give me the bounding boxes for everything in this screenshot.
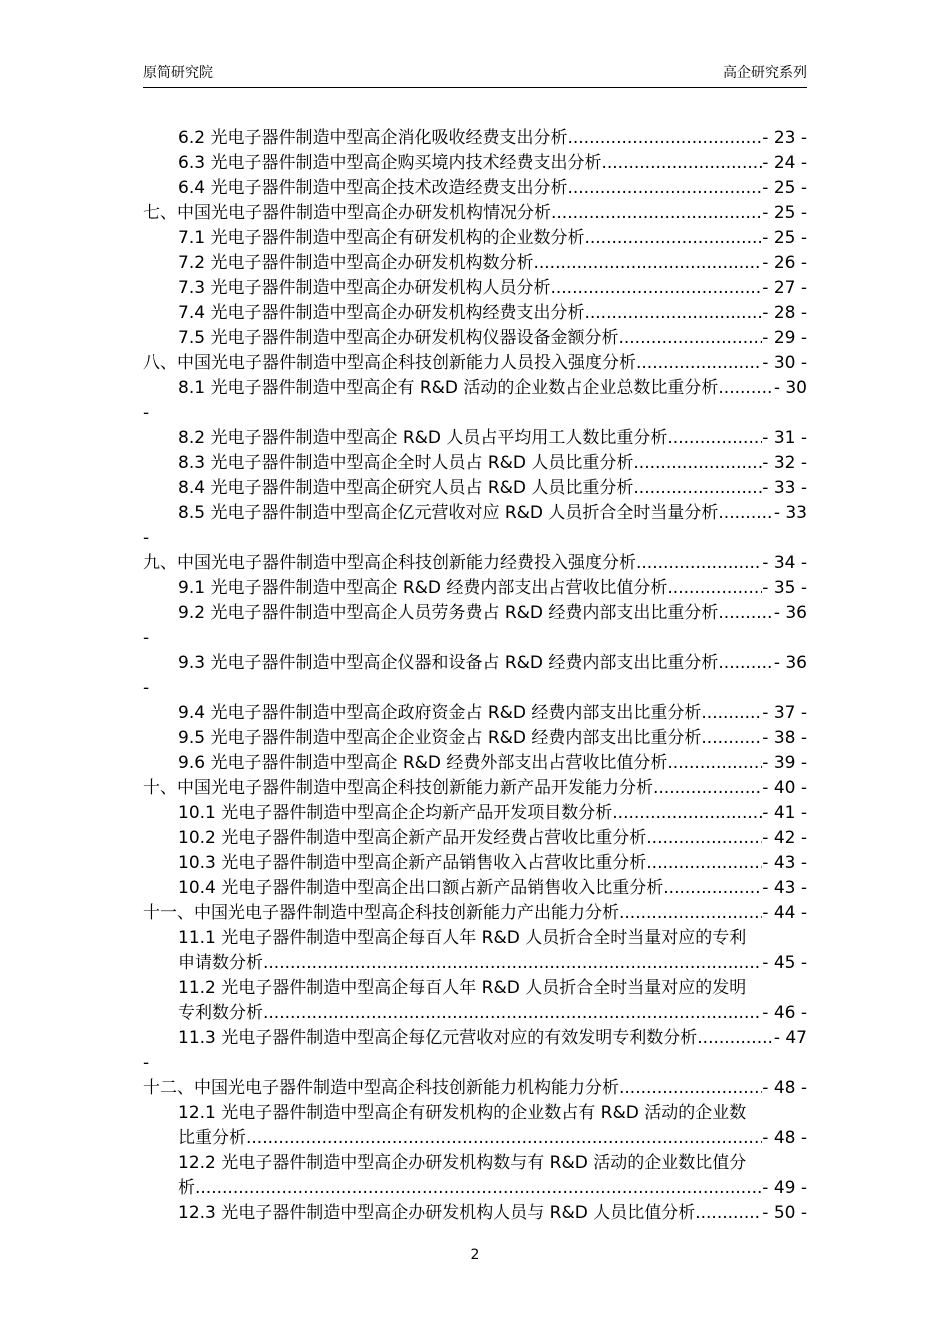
toc-entry-title: 7.5 光电子器件制造中型高企办研发机构仪器设备金额分析: [178, 328, 619, 348]
toc-leader-dots: [550, 276, 762, 301]
toc-page-number: - 35 -: [762, 578, 807, 598]
toc-entry-title: 十二、中国光电子器件制造中型高企科技创新能力机构能力分析: [143, 1078, 619, 1098]
toc-leader-dots: [701, 726, 762, 751]
toc-entry-line: [178, 426, 807, 451]
toc-leader-dots: [663, 876, 762, 901]
toc-entry-title: 10.4 光电子器件制造中型高企出口额占新产品销售收入比重分析: [178, 878, 664, 898]
toc-entry-line: [178, 1001, 807, 1026]
toc-page-number: - 25 -: [762, 203, 807, 223]
toc-entry-line: [178, 1126, 807, 1151]
toc-entry-title: 7.3 光电子器件制造中型高企办研发机构人员分析: [178, 278, 551, 298]
toc-entry-line: [178, 1176, 807, 1201]
toc-entry-title: 八、中国光电子器件制造中型高企科技创新能力人员投入强度分析: [143, 353, 636, 373]
toc-entry[interactable]: [143, 151, 807, 176]
toc-page-number: - 48 -: [762, 1078, 807, 1098]
toc-entry-title: 7.1 光电子器件制造中型高企有研发机构的企业数分析: [178, 228, 585, 248]
toc-leader-dots: [646, 851, 762, 876]
toc-page-number: - 24 -: [762, 153, 807, 173]
toc-entry-line: [178, 726, 807, 751]
toc-entry[interactable]: [143, 1026, 807, 1076]
toc-leader-dots: [633, 476, 762, 501]
toc-page-number: - 27 -: [762, 278, 807, 298]
toc-entry-line: [178, 476, 807, 501]
toc-page-number: - 40 -: [762, 778, 807, 798]
toc-entry-line: [178, 376, 807, 401]
toc-entry-title: 6.2 光电子器件制造中型高企消化吸收经费支出分析: [178, 128, 568, 148]
toc-page-number: - 41 -: [762, 803, 807, 823]
toc-leader-dots: [701, 1201, 763, 1226]
toc-entry-line: [178, 1201, 807, 1226]
page-number: 2: [470, 1247, 480, 1263]
toc-entry-title: 8.5 光电子器件制造中型高企亿元营收对应 R&D 人员折合全时当量分析: [178, 503, 719, 523]
toc-page-number: - 48 -: [762, 1128, 807, 1148]
toc-entry-line: [178, 226, 807, 251]
toc-entry-line: [178, 326, 807, 351]
page-header: [143, 64, 807, 88]
toc-entry[interactable]: [143, 1101, 807, 1151]
header-right-title: 高企研究系列: [723, 65, 807, 81]
toc-page-overflow: -: [143, 403, 150, 423]
toc-entry-title: 8.3 光电子器件制造中型高企全时人员占 R&D 人员比重分析: [178, 453, 634, 473]
toc-page-number: - 37 -: [762, 703, 807, 723]
toc-page-number: - 30 -: [762, 353, 807, 373]
toc-leader-dots: [636, 551, 762, 576]
toc-leader-dots: [567, 126, 762, 151]
toc-entry[interactable]: [143, 801, 807, 826]
toc-entry[interactable]: [143, 926, 807, 976]
toc-entry-title: 10.1 光电子器件制造中型高企企均新产品开发项目数分析: [178, 803, 613, 823]
toc-entry[interactable]: [143, 876, 807, 901]
toc-entry[interactable]: [143, 251, 807, 276]
toc-page-number: - 47: [773, 1028, 807, 1048]
toc-page-number: - 33 -: [762, 478, 807, 498]
toc-page-number: - 43 -: [762, 878, 807, 898]
toc-entry[interactable]: [143, 501, 807, 551]
toc-entry[interactable]: [143, 176, 807, 201]
toc-entry-line: [178, 876, 807, 901]
toc-entry-title: 十、中国光电子器件制造中型高企科技创新能力新产品开发能力分析: [143, 778, 653, 798]
toc-entry-title-cont: 专利数分析: [178, 1003, 263, 1023]
toc-entry-title: 9.2 光电子器件制造中型高企人员劳务费占 R&D 经费内部支出比重分析: [178, 603, 719, 623]
toc-entry-line: [178, 576, 807, 601]
toc-entry[interactable]: [143, 1151, 807, 1201]
toc-entry-title: 11.3 光电子器件制造中型高企每亿元营收对应的有效发明专利数分析.: [178, 1028, 703, 1048]
toc-entry[interactable]: [143, 1201, 807, 1226]
toc-entry-line: [178, 126, 807, 151]
toc-page-number: - 26 -: [762, 253, 807, 273]
toc-entry-line: [178, 951, 807, 976]
toc-entry[interactable]: [143, 826, 807, 851]
toc-entry-line: [178, 176, 807, 201]
toc-entry-title: 9.6 光电子器件制造中型高企 R&D 经费外部支出占营收比值分析: [178, 753, 668, 773]
toc-entry[interactable]: [143, 226, 807, 251]
toc-entry-title-cont: 申请数分析: [178, 953, 263, 973]
toc-entry[interactable]: [143, 126, 807, 151]
toc-entry[interactable]: [143, 376, 807, 426]
toc-entry[interactable]: [143, 351, 807, 376]
toc-page-number: - 38 -: [762, 728, 807, 748]
toc-entry[interactable]: [143, 326, 807, 351]
toc-entry-line: [178, 826, 807, 851]
toc-leader-dots: [718, 651, 773, 676]
toc-leader-dots: [667, 576, 762, 601]
toc-leader-dots: [195, 1176, 762, 1201]
toc-leader-dots: [533, 251, 762, 276]
toc-page-number: - 45 -: [762, 953, 807, 973]
toc-leader-dots: [633, 451, 762, 476]
toc-page-number: - 25 -: [762, 178, 807, 198]
toc-leader-dots: [246, 1126, 762, 1151]
table-of-contents: [143, 126, 807, 1226]
toc-entry-title: 12.1 光电子器件制造中型高企有研发机构的企业数占有 R&D 活动的企业数: [178, 1103, 747, 1123]
toc-entry-title: 6.4 光电子器件制造中型高企技术改造经费支出分析: [178, 178, 568, 198]
toc-entry-title: 12.2 光电子器件制造中型高企办研发机构数与有 R&D 活动的企业数比值分: [178, 1153, 747, 1173]
toc-entry[interactable]: [143, 476, 807, 501]
toc-entry-title: 9.4 光电子器件制造中型高企政府资金占 R&D 经费内部支出比重分析: [178, 703, 702, 723]
toc-page-number: - 31 -: [762, 428, 807, 448]
toc-entry[interactable]: [143, 451, 807, 476]
toc-entry-line: [178, 851, 807, 876]
toc-entry-line: [178, 251, 807, 276]
toc-page-overflow: -: [143, 528, 150, 548]
toc-leader-dots: [567, 176, 762, 201]
toc-entry-line: [143, 201, 807, 226]
toc-entry-line: [178, 651, 807, 676]
toc-leader-dots: [653, 776, 762, 801]
toc-page-number: - 34 -: [762, 553, 807, 573]
toc-entry-line: [178, 1026, 807, 1051]
toc-leader-dots: [263, 951, 762, 976]
toc-entry-line: [178, 801, 807, 826]
toc-leader-dots: [701, 701, 762, 726]
toc-entry-title-cont: 析: [178, 1178, 195, 1198]
toc-entry-title: 8.4 光电子器件制造中型高企研究人员占 R&D 人员比重分析: [178, 478, 634, 498]
toc-entry[interactable]: [143, 276, 807, 301]
toc-entry-title: 10.3 光电子器件制造中型高企新产品销售收入占营收比重分析: [178, 853, 647, 873]
toc-entry-title: 10.2 光电子器件制造中型高企新产品开发经费占营收比重分析: [178, 828, 647, 848]
toc-entry-title: 9.3 光电子器件制造中型高企仪器和设备占 R&D 经费内部支出比重分析: [178, 653, 719, 673]
toc-entry[interactable]: [143, 976, 807, 1026]
toc-entry-title: 12.3 光电子器件制造中型高企办研发机构人员与 R&D 人员比值分析.: [178, 1203, 701, 1223]
toc-leader-dots: [646, 826, 762, 851]
toc-page-number: - 25 -: [762, 228, 807, 248]
toc-leader-dots: [718, 601, 773, 626]
toc-leader-dots: [584, 301, 762, 326]
toc-page-overflow: -: [143, 1053, 150, 1073]
toc-entry-line: [143, 1076, 807, 1101]
toc-entry[interactable]: [143, 851, 807, 876]
toc-page-number: - 39 -: [762, 753, 807, 773]
toc-entry-title: 7.2 光电子器件制造中型高企办研发机构数分析: [178, 253, 534, 273]
toc-page-number: - 44 -: [762, 903, 807, 923]
toc-entry-title-cont: 比重分析: [178, 1128, 246, 1148]
toc-leader-dots: [619, 1076, 762, 1101]
toc-entry[interactable]: [143, 426, 807, 451]
toc-entry[interactable]: [143, 601, 807, 651]
toc-entry-title: 11.2 光电子器件制造中型高企每百人年 R&D 人员折合全时当量对应的发明: [178, 978, 747, 998]
toc-leader-dots: [667, 751, 762, 776]
toc-entry[interactable]: [143, 901, 807, 926]
toc-entry[interactable]: [143, 201, 807, 226]
toc-leader-dots: [718, 376, 773, 401]
toc-entry[interactable]: [143, 1076, 807, 1101]
toc-entry[interactable]: [143, 701, 807, 726]
toc-leader-dots: [612, 801, 762, 826]
toc-entry-line: [143, 776, 807, 801]
toc-entry[interactable]: [143, 751, 807, 776]
toc-page-number: - 28 -: [762, 303, 807, 323]
toc-entry-title: 11.1 光电子器件制造中型高企每百人年 R&D 人员折合全时当量对应的专利: [178, 928, 747, 948]
toc-page-number: - 42 -: [762, 828, 807, 848]
toc-entry[interactable]: [143, 551, 807, 576]
toc-page-number: - 46 -: [762, 1003, 807, 1023]
toc-entry[interactable]: [143, 651, 807, 701]
toc-entry[interactable]: [143, 576, 807, 601]
toc-entry-title: 9.5 光电子器件制造中型高企企业资金占 R&D 经费内部支出比重分析: [178, 728, 702, 748]
toc-page-number: - 33: [773, 503, 807, 523]
toc-leader-dots: [618, 326, 762, 351]
toc-leader-dots: [619, 901, 762, 926]
toc-entry-title: 8.1 光电子器件制造中型高企有 R&D 活动的企业数占企业总数比重分析: [178, 378, 719, 398]
toc-page-number: - 43 -: [762, 853, 807, 873]
toc-entry-line: [143, 351, 807, 376]
toc-entry[interactable]: [143, 726, 807, 751]
toc-leader-dots: [551, 201, 762, 226]
toc-page-overflow: -: [143, 678, 150, 698]
toc-entry-line: [143, 551, 807, 576]
toc-leader-dots: [263, 1001, 762, 1026]
toc-page-number: - 29 -: [762, 328, 807, 348]
toc-leader-dots: [703, 1026, 774, 1051]
toc-entry-title: 7.4 光电子器件制造中型高企办研发机构经费支出分析: [178, 303, 585, 323]
toc-entry-line: [143, 901, 807, 926]
toc-page-number: - 30: [773, 378, 807, 398]
toc-leader-dots: [636, 351, 762, 376]
toc-entry-title: 七、中国光电子器件制造中型高企办研发机构情况分析: [143, 203, 551, 223]
header-left-title: 原简研究院: [143, 65, 213, 81]
toc-entry-title: 8.2 光电子器件制造中型高企 R&D 人员占平均用工人数比重分析: [178, 428, 668, 448]
toc-entry-line: [178, 751, 807, 776]
toc-leader-dots: [718, 501, 773, 526]
toc-entry-title: 9.1 光电子器件制造中型高企 R&D 经费内部支出占营收比值分析: [178, 578, 668, 598]
toc-page-number: - 49 -: [762, 1178, 807, 1198]
toc-entry-line: [178, 276, 807, 301]
toc-page-number: - 32 -: [762, 453, 807, 473]
toc-entry[interactable]: [143, 301, 807, 326]
toc-entry-line: [178, 701, 807, 726]
toc-entry-line: [178, 151, 807, 176]
toc-page-number: - 50 -: [762, 1203, 807, 1223]
toc-entry-title: 九、中国光电子器件制造中型高企科技创新能力经费投入强度分析: [143, 553, 636, 573]
toc-page-number: - 36: [773, 653, 807, 673]
toc-page-overflow: -: [143, 628, 150, 648]
toc-page-number: - 36: [773, 603, 807, 623]
toc-leader-dots: [584, 226, 762, 251]
toc-entry-line: [178, 601, 807, 626]
toc-entry-title: 6.3 光电子器件制造中型高企购买境内技术经费支出分析: [178, 153, 602, 173]
toc-leader-dots: [667, 426, 762, 451]
toc-entry-title: 十一、中国光电子器件制造中型高企科技创新能力产出能力分析: [143, 903, 619, 923]
toc-entry-line: [178, 501, 807, 526]
toc-entry[interactable]: [143, 776, 807, 801]
toc-page-number: - 23 -: [762, 128, 807, 148]
toc-entry-line: [178, 301, 807, 326]
toc-entry-line: [178, 451, 807, 476]
toc-leader-dots: [601, 151, 762, 176]
